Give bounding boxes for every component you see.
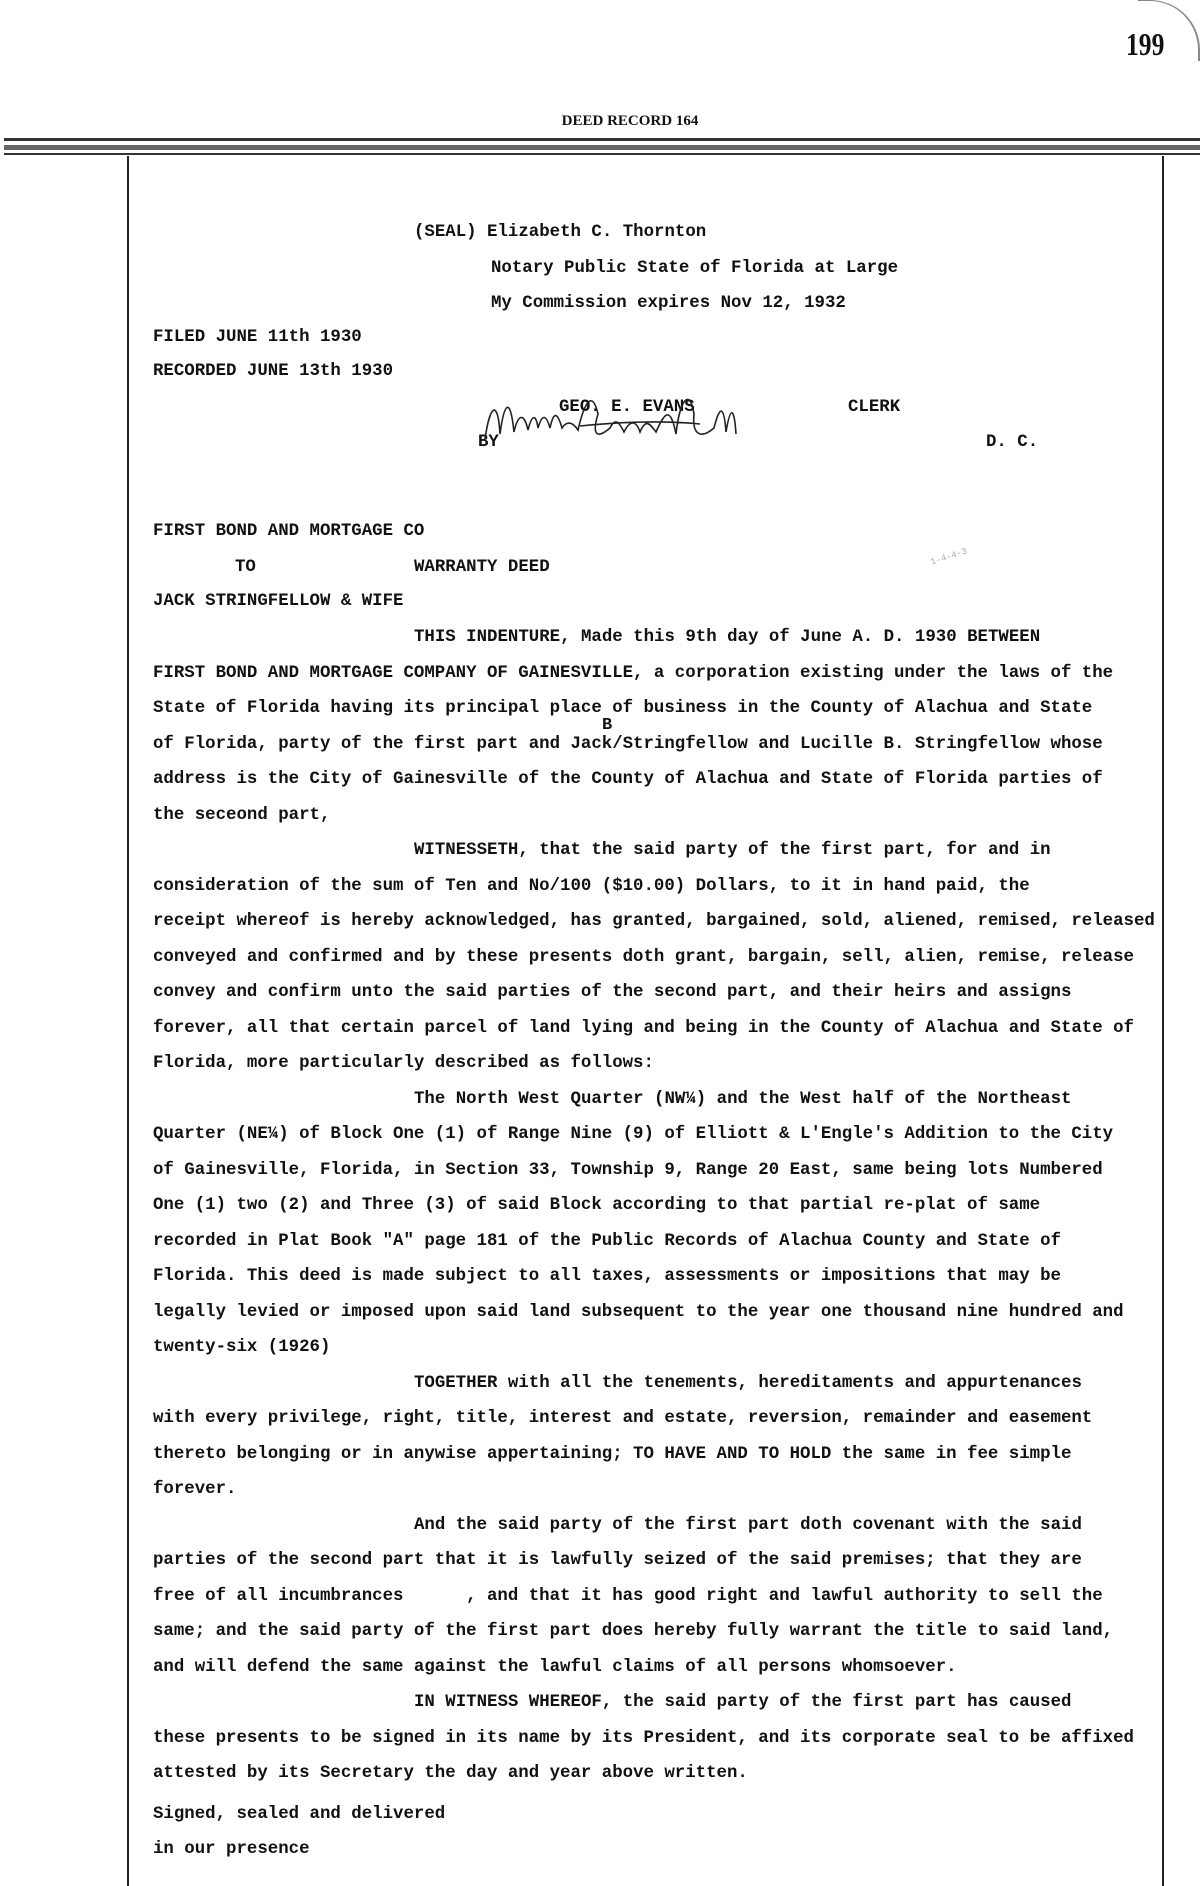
deputy-clerk-label: D. C. <box>986 433 1039 452</box>
body-line: legally levied or imposed upon said land subsequent to the year one thousand nine hundred and <box>153 1302 1124 1322</box>
body-line: of Gainesville, Florida, in Section 33, Township 9, Range 20 East, same being lots Numbered <box>153 1160 1103 1180</box>
body-line: recorded in Plat Book "A" page 181 of the Public Records of Alachua County and State of <box>153 1231 1061 1251</box>
clerk-name: GEO. E. EVANS <box>559 398 695 417</box>
body-line: Florida, more particularly described as follows: <box>153 1054 654 1073</box>
body-line: Signed, sealed and delivered <box>153 1804 446 1824</box>
body-line: and will defend the same against the lawful claims of all persons whomsoever. <box>153 1657 957 1677</box>
right-margin-line <box>1162 156 1164 1886</box>
body-line: of Florida, party of the first part and Jack/Stringfellow and Lucille B. Stringfellow whose <box>153 734 1103 754</box>
caption-grantor: FIRST BOND AND MORTGAGE CO <box>153 522 425 541</box>
by-label: BY <box>478 433 499 452</box>
caption-to: TO <box>235 558 256 577</box>
body-line: convey and confirm unto the said parties of the second part, and their heirs and assigns <box>153 983 1072 1002</box>
body-line: The North West Quarter (NW¼) and the West half of the Northeast <box>414 1089 1072 1109</box>
filed-date: FILED JUNE 11th 1930 <box>153 328 362 347</box>
body-line: in our presence <box>153 1840 310 1859</box>
notary-seal-line: (SEAL) Elizabeth C. Thornton <box>414 223 707 242</box>
body-line: Quarter (NE¼) of Block One (1) of Range Nine (9) of Elliott & L'Engle's Addition to the City <box>153 1125 1114 1144</box>
clerk-title: CLERK <box>848 398 901 417</box>
notary-title: Notary Public State of Florida at Large <box>491 259 899 278</box>
body-line: address is the City of Gainesville of the County of Alachua and State of Florida parties of <box>153 770 1103 789</box>
body-line: forever. <box>153 1480 237 1499</box>
body-line: thereto belonging or in anywise appertaining; TO HAVE AND TO HOLD the same in fee simple <box>153 1444 1072 1464</box>
body-line: twenty-six (1926) <box>153 1338 331 1357</box>
recorded-date: RECORDED JUNE 13th 1930 <box>153 362 394 381</box>
body-line: parties of the second part that it is lawfully seized of the said premises; that they are <box>153 1551 1082 1570</box>
header-rule <box>4 138 1200 141</box>
caption-grantee: JACK STRINGFELLOW & WIFE <box>153 592 404 611</box>
body-line: conveyed and confirmed and by these presents doth grant, bargain, sell, alien, remise, release <box>153 947 1134 967</box>
left-margin-line <box>127 156 129 1886</box>
deputy-clerk-signature <box>480 384 840 464</box>
body-line: free of all incumbrances , and that it has good right and lawful authority to sell the <box>153 1586 1103 1606</box>
body-line: TOGETHER with all the tenements, hereditaments and appurtenances <box>414 1373 1082 1393</box>
body-line: forever, all that certain parcel of land lying and being in the County of Alachua and State of <box>153 1018 1134 1038</box>
interlineation-initial: B <box>602 716 613 735</box>
body-line: Florida. This deed is made subject to all taxes, assessments or impositions that may be <box>153 1267 1061 1286</box>
body-line: consideration of the sum of Ten and No/100 ($10.00) Dollars, to it in hand paid, the <box>153 876 1030 896</box>
body-line: receipt whereof is hereby acknowledged, has granted, bargained, sold, aliened, remised, released <box>153 912 1155 931</box>
body-line: One (1) two (2) and Three (3) of said Block according to that partial re-plat of same <box>153 1196 1041 1215</box>
body-line: IN WITNESS WHEREOF, the said party of the first part has caused <box>414 1693 1072 1712</box>
body-line: State of Florida having its principal place of business in the County of Alachua and State <box>153 699 1093 718</box>
running-header: DEED RECORD 164 <box>561 113 699 129</box>
body-line: FIRST BOND AND MORTGAGE COMPANY OF GAINESVILLE, a corporation existing under the laws of the <box>153 663 1114 683</box>
body-line: the seceond part, <box>153 805 331 825</box>
page-number: 199 <box>1126 26 1165 62</box>
faint-stamp: 1-4-4-3 <box>929 546 969 568</box>
body-line: And the said party of the first part doth covenant with the said <box>414 1515 1082 1535</box>
notary-commission: My Commission expires Nov 12, 1932 <box>491 294 846 313</box>
body-line: with every privilege, right, title, interest and estate, reversion, remainder and easement <box>153 1409 1093 1428</box>
header-rule <box>4 145 1200 150</box>
body-line: attested by its Secretary the day and year above written. <box>153 1764 748 1783</box>
body-line: WITNESSETH, that the said party of the first part, for and in <box>414 841 1051 860</box>
body-line: same; and the said party of the first part does hereby fully warrant the title to said land, <box>153 1622 1114 1641</box>
header-rule <box>4 153 1200 155</box>
body-line: THIS INDENTURE, Made this 9th day of June A. D. 1930 BETWEEN <box>414 628 1041 647</box>
caption-instrument: WARRANTY DEED <box>414 558 550 577</box>
body-line: these presents to be signed in its name by its President, and its corporate seal to be affixed <box>153 1728 1134 1748</box>
